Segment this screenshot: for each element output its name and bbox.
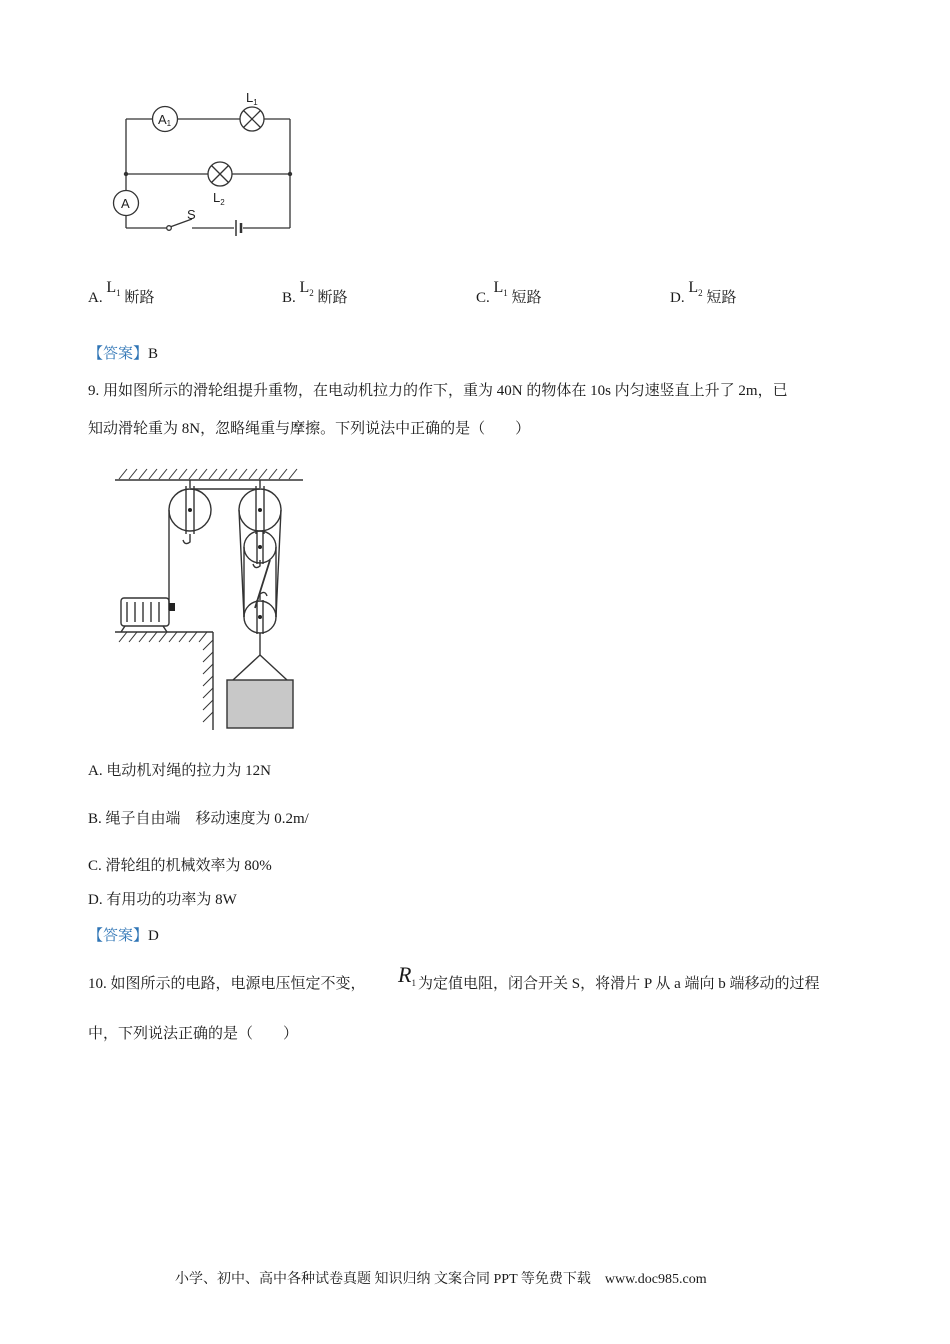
q8-option-c[interactable]: C. $L^1$ 短路 xyxy=(476,279,542,306)
q9-stem-line1: 9. 用如图所示的滑轮组提升重物，在电动机拉力的作下，重为 40N 的物体在 10s 内匀速竖直上升了 2m，已 xyxy=(88,383,788,399)
q10-stem-line1b: 为定值电阻，闭合开关 S，将滑片 P 从 a 端向 b 端移动的过程 xyxy=(418,976,820,992)
q9-option-d[interactable]: D. 有用功的功率为 8W xyxy=(88,892,237,908)
q8-option-d[interactable]: D. $L^2$ 短路 xyxy=(670,279,737,306)
q9-answer: 【答案】D xyxy=(88,928,159,944)
q8-answer: 【答案】B xyxy=(88,346,159,362)
q9-option-a[interactable]: A. 电动机对绳的拉力为 12N xyxy=(88,763,271,779)
switch-symbol xyxy=(167,226,172,231)
q8-option-a[interactable]: A. $L^1$ 断路 xyxy=(88,279,155,306)
ammeter-a-label: A xyxy=(121,196,130,211)
svg-text:L1: $L_1$ xyxy=(246,90,258,107)
lamp-l2-label: L xyxy=(213,190,221,205)
svg-text:A1: A1 xyxy=(158,112,172,128)
q9-option-b[interactable]: B. 绳子自由端 移动速度为 0.2m/ xyxy=(88,811,309,827)
q10-resistor-symbol: R1 xyxy=(398,962,416,988)
load-block xyxy=(227,680,293,728)
q8-option-b[interactable]: B. $L^2$ 断路 xyxy=(282,279,348,306)
q10-stem-line2: 中，下列说法正确的是（ ） xyxy=(88,1026,299,1042)
svg-text:L2: $L_2$ xyxy=(213,190,225,207)
page-footer: 小学、初中、高中各种试卷真题 知识归纳 文案合同 PPT 等免费下载 www.doc985.com xyxy=(175,1272,707,1287)
circuit-diagram xyxy=(100,85,310,250)
lamp-l1-label: L xyxy=(246,90,254,105)
switch-label: S xyxy=(187,207,196,222)
q9-stem-line2: 知动滑轮重为 8N，忽略绳重与摩擦。下列说法中正确的是（ ） xyxy=(88,421,531,437)
pulley-system-diagram xyxy=(105,460,315,738)
ammeter-a1-label: A xyxy=(158,112,167,127)
q9-option-c[interactable]: C. 滑轮组的机械效率为 80% xyxy=(88,858,272,874)
q10-stem-line1a: 10. 如图所示的电路，电源电压恒定不变， xyxy=(88,976,366,992)
